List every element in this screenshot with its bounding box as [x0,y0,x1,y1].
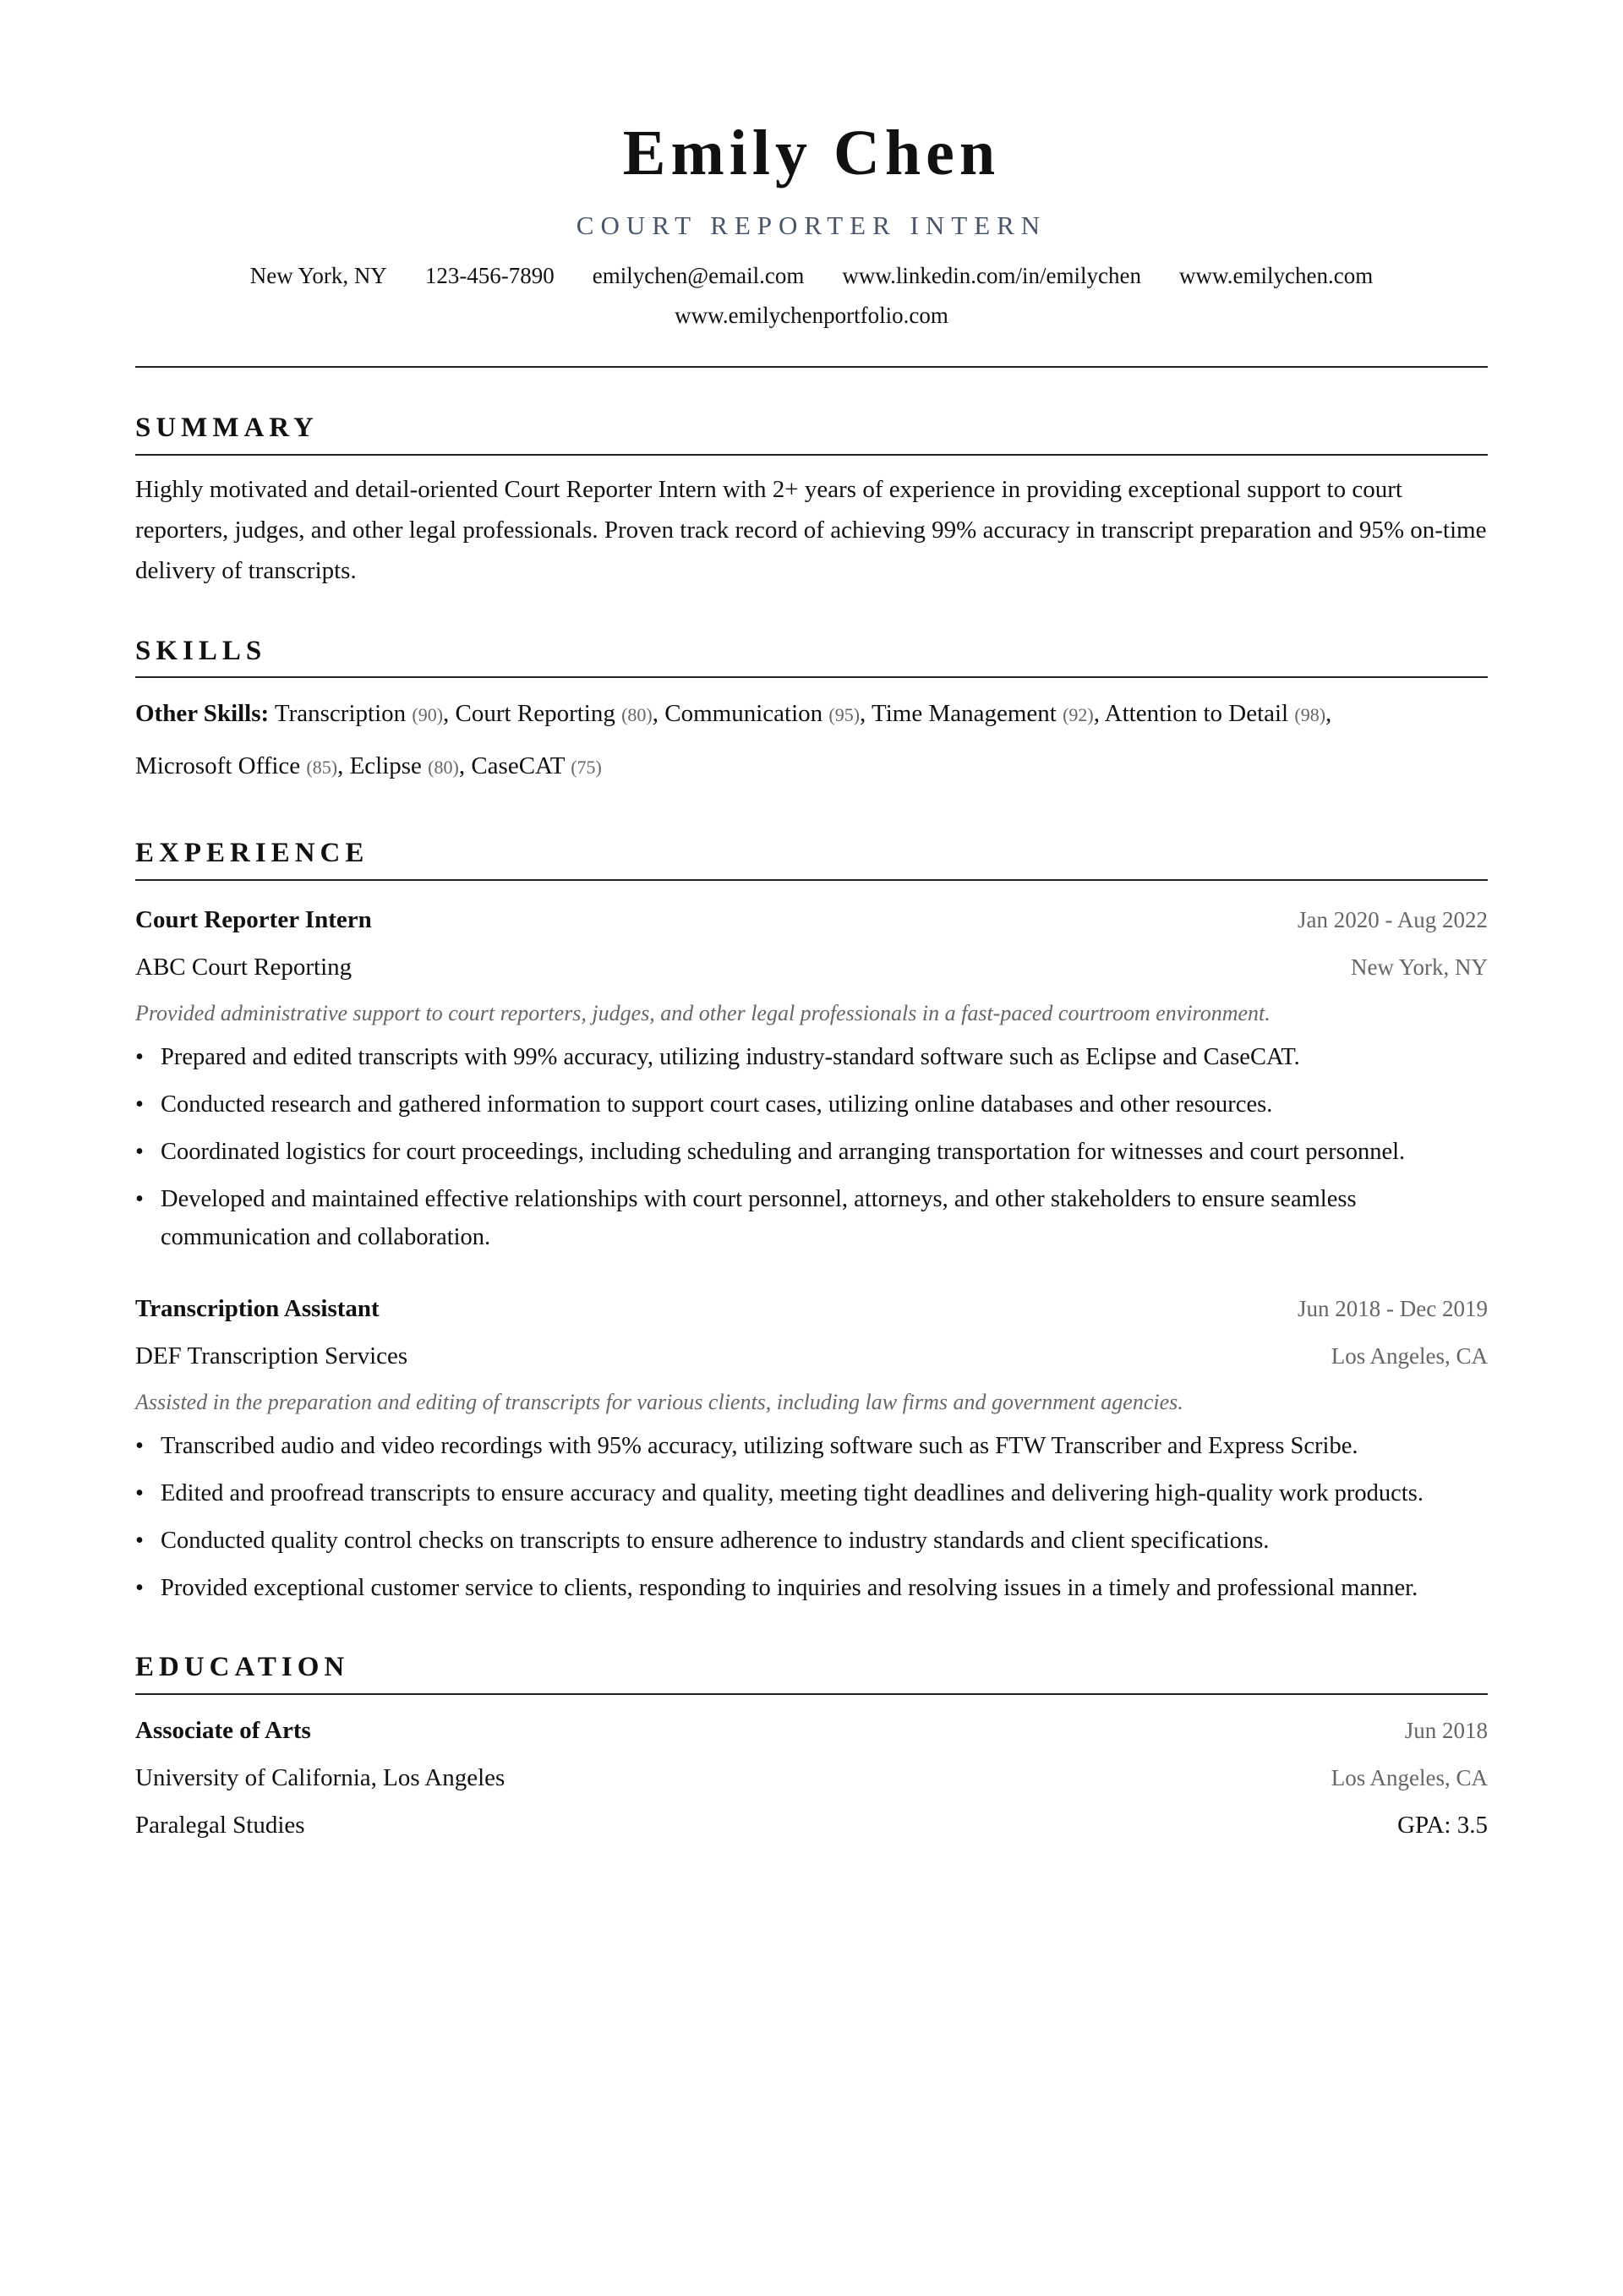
degree: Associate of Arts [135,1716,311,1744]
skill-name: Transcription [274,700,407,728]
skill-name: CaseCAT [471,752,565,780]
contact-linkedin[interactable]: www.linkedin.com/in/emilychen [842,262,1142,288]
graduation-date: Jun 2018 [1404,1717,1488,1743]
skill-score: (95) [828,704,861,726]
job-title: Transcription Assistant [135,1294,380,1322]
skill-name: Court Reporting [455,700,615,728]
skill-name: Eclipse [349,752,422,780]
job-dates: Jan 2020 - Aug 2022 [1298,906,1488,932]
candidate-name: Emily Chen [622,118,1001,189]
job-company: DEF Transcription Services [135,1342,408,1369]
job-bullet: • Conducted research and gathered information to support court cases, utilizing online databases and other resources. [135,1085,1488,1123]
skill-name: Microsoft Office [135,752,301,780]
job-entry [135,1285,1488,1607]
skills-heading: SKILLS [135,635,267,666]
job-role: COURT REPORTER INTERN [576,210,1047,240]
school-name: University of California, Los Angeles [135,1763,505,1791]
job-title-row [135,896,1488,943]
section-divider [135,1693,1488,1695]
skills-section [135,635,1488,794]
skill-name: Attention to Detail [1104,700,1289,728]
contact-location: New York, NY [249,262,387,288]
job-bullet: • Provided exceptional customer service to clients, responding to inquiries and resolving issues in a timely and professional manner. [135,1569,1488,1607]
job-bullet: • Developed and maintained effective relationships with court personnel, attorneys, and other stakeholders to ensure seamless communication and collaboration. [135,1180,1488,1256]
job-bullet: • Conducted quality control checks on transcripts to ensure adherence to industry standards and client specifications. [135,1522,1488,1560]
contact-email[interactable]: emilychen@email.com [592,262,805,288]
job-entry [135,896,1488,1256]
job-dates: Jun 2018 - Dec 2019 [1298,1295,1488,1321]
education-section [135,1651,1488,1849]
job-title: Court Reporter Intern [135,905,372,933]
summary-text: Highly motivated and detail-oriented Court Reporter Intern with 2+ years of experience in providing exceptional support to court reporters, judges, and other legal professionals. Proven track record of achieving 99% accuracy in transcript preparation and 95% on-time delivery of transcripts. [135,475,1487,584]
job-location: New York, NY [1350,954,1488,980]
skill-score: (75) [571,757,602,779]
job-company: ABC Court Reporting [135,953,352,981]
contact-portfolio[interactable]: www.emilychenportfolio.com [675,302,948,328]
degree-row [135,1707,1488,1754]
skill-score: (80) [428,757,459,779]
contact-info [135,258,1488,334]
field-of-study: Paralegal Studies [135,1811,305,1839]
school-location: Los Angeles, CA [1331,1764,1488,1790]
skill-name: Communication [664,700,823,728]
job-bullet: • Transcribed audio and video recordings with 95% accuracy, utilizing software such as FTW Transcriber and Express Scribe. [135,1427,1488,1465]
education-entry [135,1707,1488,1849]
summary-heading: SUMMARY [135,413,319,444]
field-row [135,1801,1488,1849]
job-bullet: • Prepared and edited transcripts with 99% accuracy, utilizing industry-standard software such as Eclipse and CaseCAT. [135,1038,1488,1076]
header-divider [135,366,1488,368]
job-bullets [135,1038,1488,1256]
experience-section [135,837,1488,1607]
skill-name: Time Management [872,700,1057,728]
job-company-row [135,943,1488,991]
job-bullet: • Edited and proofread transcripts to ensure accuracy and quality, meeting tight deadlines and delivering high-quality work products. [135,1474,1488,1512]
section-divider [135,454,1488,456]
job-title-row [135,1285,1488,1332]
skill-score: (80) [621,704,653,726]
gpa: GPA: 3.5 [1397,1811,1488,1839]
education-heading: EDUCATION [135,1651,350,1682]
job-company-row [135,1332,1488,1380]
contact-website[interactable]: www.emilychen.com [1179,262,1374,288]
skill-score: (85) [306,757,338,779]
skill-score: (98) [1294,704,1326,726]
contact-phone: 123-456-7890 [424,262,555,288]
skills-label: Other Skills: [135,700,270,728]
section-divider [135,879,1488,881]
section-divider [135,676,1488,678]
skills-list: Other Skills: Transcription (90), Court Reporting (80), Communication (95), Time Management (92), Attention to Detail (98), Microsoft Office (85), Eclipse (80), CaseCAT (75) [135,700,1332,780]
summary-section [135,412,1488,591]
school-row [135,1754,1488,1801]
skill-score: (92) [1063,704,1094,726]
job-bullet: • Coordinated logistics for court proceedings, including scheduling and arranging transportation for witnesses and court personnel. [135,1133,1488,1171]
job-description: Assisted in the preparation and editing of transcripts for various clients, including law firms and government agencies. [135,1389,1183,1414]
skill-score: (90) [412,704,444,726]
experience-heading: EXPERIENCE [135,838,369,869]
job-location: Los Angeles, CA [1331,1342,1488,1369]
job-description: Provided administrative support to court reporters, judges, and other legal professionals in a fast-paced courtroom environment. [135,1000,1271,1025]
job-bullets [135,1427,1488,1607]
